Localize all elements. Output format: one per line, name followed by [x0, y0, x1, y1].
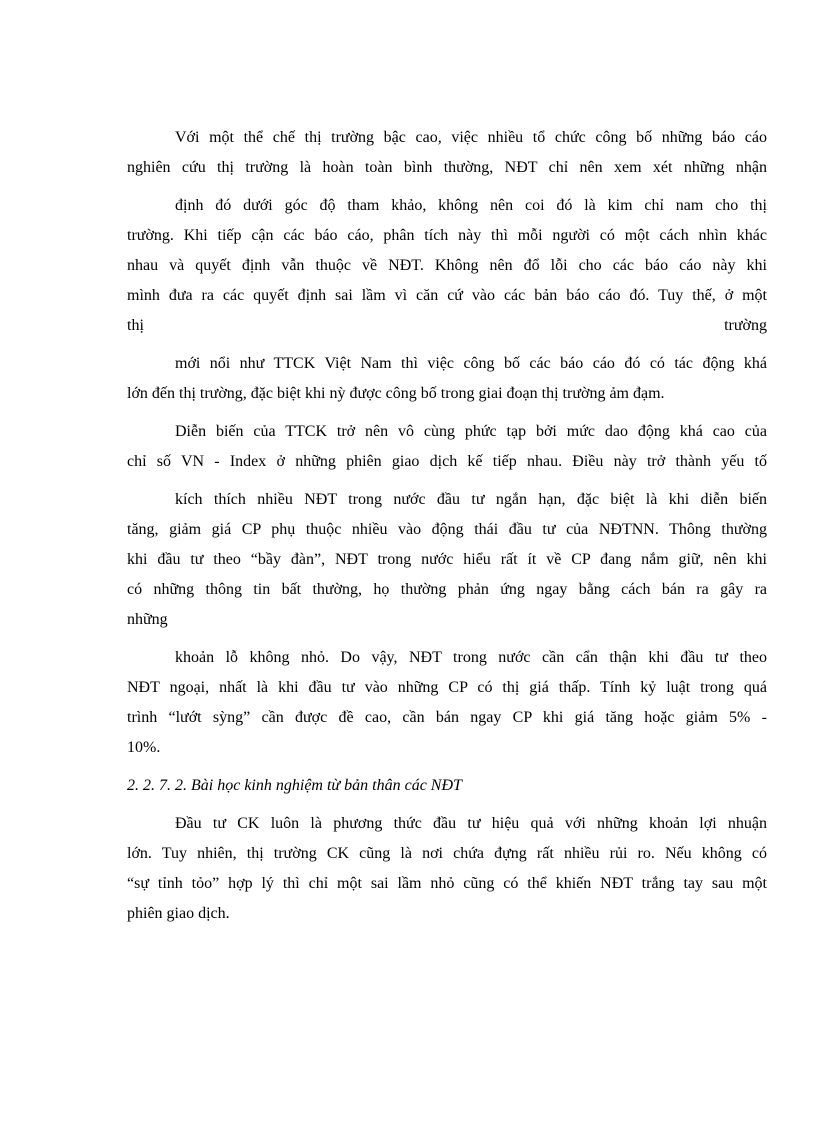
- paragraph-4-line-1: Diễn biến của TTCK trở nên vô cùng phức tạp bởi mức dao động khá cao của: [175, 423, 767, 440]
- section-heading: 2. 2. 7. 2. Bài học kinh nghiệm từ bản thân các NĐT: [127, 777, 462, 794]
- paragraph-7-line-1: Đầu tư CK luôn là phương thức đầu tư hiệu quả với những khoản lợi nhuận: [175, 815, 767, 832]
- paragraph-4-line-2: chỉ số VN - Index ở những phiên giao dịch kế tiếp nhau. Điều này trở thành yếu tố: [127, 453, 767, 470]
- paragraph-5-line-2: tăng, giảm giá CP phụ thuộc nhiều vào động thái đầu tư của NĐTNN. Thông thường: [127, 521, 767, 538]
- paragraph-6-line-3: trình “lướt sỳng” cần được đề cao, cần bán ngay CP khi giá tăng hoặc giảm 5% -: [127, 709, 767, 726]
- paragraph-1-line-2: nghiên cứu thị trường là hoàn toàn bình thường, NĐT chỉ nên xem xét những nhận: [127, 159, 767, 176]
- paragraph-5-line-1: kích thích nhiều NĐT trong nước đầu tư ngắn hạn, đặc biệt là khi diễn biến: [175, 491, 767, 508]
- paragraph-2-line-5-end: trường: [724, 317, 767, 334]
- paragraph-1-line-1: Với một thể chế thị trường bậc cao, việc nhiều tổ chức công bố những báo cáo: [175, 129, 767, 146]
- paragraph-3-line-2: lớn đến thị trường, đặc biệt khi nỳ được công bố trong giai đoạn thị trường ảm đạm.: [127, 385, 665, 402]
- paragraph-3-line-1: mới nổi như TTCK Việt Nam thì việc công bố các báo cáo đó có tác động khá: [175, 355, 767, 372]
- paragraph-7-line-2: lớn. Tuy nhiên, thị trường CK cũng là nơi chứa đựng rất nhiều rủi ro. Nếu không có: [127, 845, 767, 862]
- paragraph-5-line-3: khi đầu tư theo “bầy đàn”, NĐT trong nước hiểu rất ít về CP đang nắm giữ, nên khi: [127, 551, 767, 568]
- paragraph-6-line-4: 10%.: [127, 739, 161, 756]
- paragraph-7-line-3: “sự tỉnh tỏo” hợp lý thì chỉ một sai lầm nhỏ cũng có thể khiến NĐT trắng tay sau một: [127, 875, 767, 892]
- paragraph-2-line-5: [127, 316, 767, 336]
- paragraph-2-line-4: mình đưa ra các quyết định sai lầm vì căn cứ vào các bản báo cáo đó. Tuy thế, ở một: [127, 287, 767, 304]
- paragraph-6-line-1: khoản lỗ không nhỏ. Do vậy, NĐT trong nước cần cẩn thận khi đầu tư theo: [175, 649, 767, 666]
- paragraph-2-line-1: định đó dưới góc độ tham khảo, không nên coi đó là kim chỉ nam cho thị: [175, 197, 767, 214]
- paragraph-2-line-5-start: thị: [127, 317, 144, 334]
- paragraph-2-line-2: trường. Khi tiếp cận các báo cáo, phân tích này thì mỗi người có một cách nhìn khác: [127, 227, 767, 244]
- paragraph-2-line-3: nhau và quyết định vẫn thuộc về NĐT. Không nên đổ lỗi cho các báo cáo này khi: [127, 257, 767, 274]
- paragraph-5-line-4: có những thông tin bất thường, họ thường phản ứng ngay bằng cách bán ra gây ra: [127, 581, 767, 598]
- paragraph-5-line-5: những: [127, 611, 168, 628]
- paragraph-7-line-4: phiên giao dịch.: [127, 905, 230, 922]
- paragraph-6-line-2: NĐT ngoại, nhất là khi đầu tư vào những CP có thị giá thấp. Tính kỷ luật trong quá: [127, 679, 767, 696]
